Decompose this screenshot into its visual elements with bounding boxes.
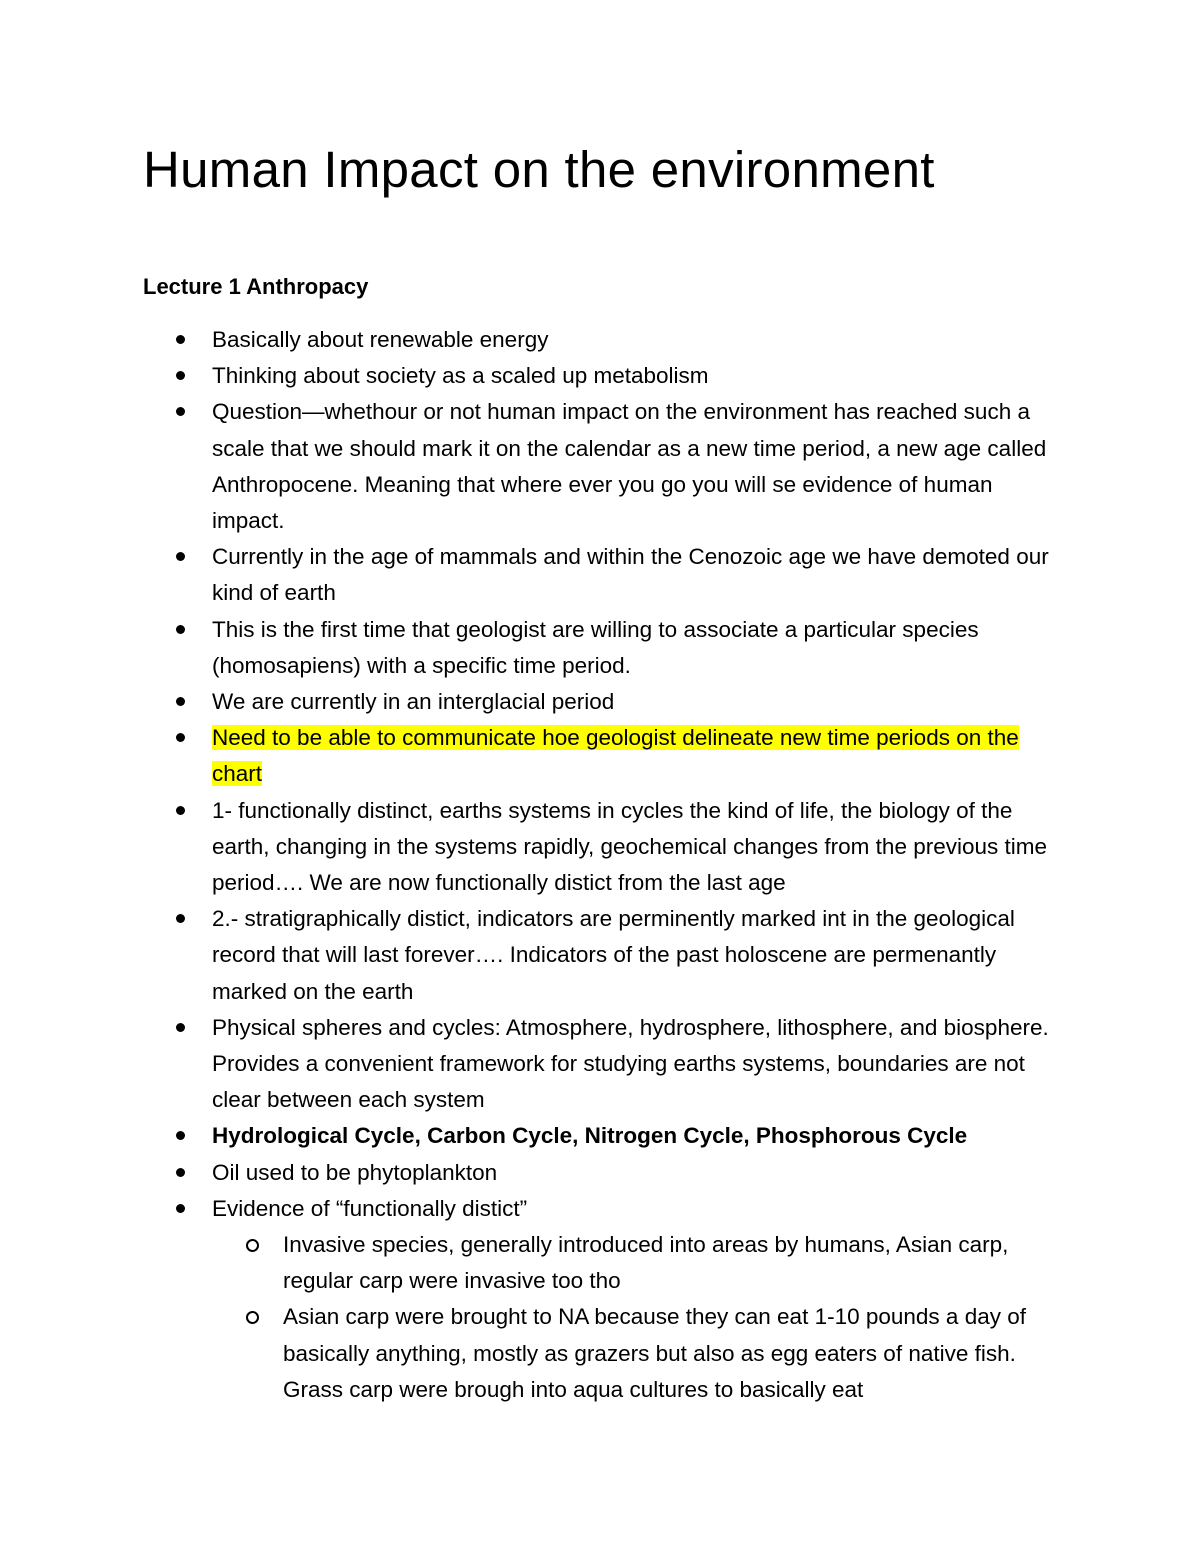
- bullet-text: We are currently in an interglacial period: [212, 689, 615, 715]
- bullet-dot-icon: [176, 552, 185, 561]
- lecture-heading: Lecture 1 Anthropacy: [143, 274, 369, 299]
- bullet-item: [0, 322, 1062, 358]
- bold-bullet-text: Hydrological Cycle, Carbon Cycle, Nitrogen Cycle, Phosphorous Cycle: [212, 1123, 968, 1149]
- bullet-dot-icon: [176, 407, 185, 416]
- bullet-dot-icon: [176, 625, 185, 634]
- bullet-item-highlighted: [0, 720, 1062, 792]
- bullet-dot-icon: [176, 914, 185, 923]
- bullet-text: 1- functionally distinct, earths systems in cycles the kind of life, the biology of the earth, changing in the systems rapidly, geochemical changes from the previous time period…. We are now functionally distict from the last age: [212, 797, 1048, 896]
- bullet-dot-icon: [176, 1023, 185, 1032]
- bullet-item: [0, 539, 1062, 611]
- bullet-text: 2.- stratigraphically distict, indicators are perminently marked int in the geological record that will last forever…. Indicators of the past holoscene are permenantly marked on the earth: [212, 906, 1015, 1004]
- bullet-item: [0, 1155, 1062, 1191]
- bullet-dot-icon: [176, 733, 185, 742]
- bullet-item: [0, 684, 1062, 720]
- bullet-dot-icon: [176, 371, 185, 380]
- bullet-item: [0, 612, 1062, 684]
- bullet-dot-icon: [176, 1168, 185, 1177]
- bullet-text: Evidence of “functionally distict”: [212, 1195, 528, 1221]
- bullet-text: Physical spheres and cycles: Atmosphere, hydrosphere, lithosphere, and biosphere. Provides a convenient framework for studying earths systems, boundaries are not clear between each system: [212, 1014, 1049, 1113]
- bullet-item: [0, 1010, 1062, 1119]
- bullet-dot-icon: [176, 1204, 185, 1213]
- sub-bullet-list: [212, 1227, 1062, 1408]
- bullet-text: Oil used to be phytoplankton: [212, 1159, 498, 1185]
- bullet-text: Thinking about society as a scaled up metabolism: [212, 363, 709, 389]
- bullet-dot-icon: [176, 806, 185, 815]
- bullet-item: [0, 1191, 1062, 1408]
- document-title: Human Impact on the environment: [143, 141, 935, 198]
- hollow-circle-bullet-icon: [246, 1239, 259, 1252]
- bullet-item: [0, 901, 1062, 1010]
- sub-bullet-item: [212, 1299, 1043, 1408]
- sub-bullet-item: [212, 1227, 1043, 1299]
- bullet-item: [0, 394, 1062, 539]
- bullet-item-bold: [0, 1118, 1062, 1154]
- hollow-circle-bullet-icon: [246, 1311, 259, 1324]
- bullet-dot-icon: [176, 335, 185, 344]
- bullet-text: Basically about renewable energy: [212, 327, 549, 352]
- bullet-dot-icon: [176, 697, 185, 706]
- sub-bullet-text: Invasive species, generally introduced into areas by humans, Asian carp, regular carp were invasive too tho: [283, 1232, 1009, 1294]
- bullet-list: [0, 322, 1200, 1408]
- bullet-dot-icon: [176, 1131, 185, 1140]
- bullet-item: [0, 358, 1062, 394]
- bullet-text: Currently in the age of mammals and within the Cenozoic age we have demoted our kind of earth: [212, 544, 1049, 606]
- highlighted-bullet-text: Need to be able to communicate hoe geologist delineate new time periods on the chart: [212, 725, 1019, 787]
- sub-bullet-text: Asian carp were brought to NA because they can eat 1-10 pounds a day of basically anything, mostly as grazers but also as egg eaters of native fish. Grass carp were brough into aqua cultures to basically eat: [283, 1304, 1026, 1402]
- bullet-item: [0, 793, 1062, 902]
- bullet-text: This is the first time that geologist are willing to associate a particular species (homosapiens) with a specific time period.: [212, 616, 979, 678]
- bullet-text: Question—whethour or not human impact on the environment has reached such a scale that we should mark it on the calendar as a new time period, a new age called Anthropocene. Meaning that where ever you go you will se evidence of human impact.: [212, 399, 1047, 534]
